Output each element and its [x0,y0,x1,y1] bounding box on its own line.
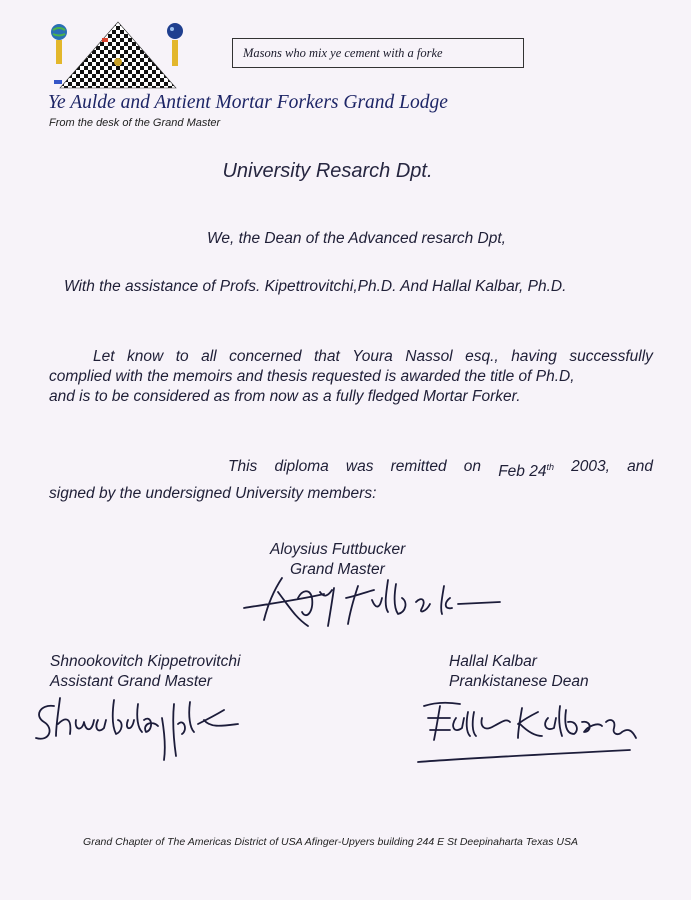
declaration-word: having [511,348,557,365]
motto-text: Masons who mix ye cement with a forke [243,46,443,60]
remittance-day-suffix: th [546,462,554,472]
declaration-word: esq., [465,348,499,365]
dean-block [449,652,589,692]
remittance-word: 2003, [571,458,610,475]
remittance-line-2: signed by the undersigned University members: [49,485,377,503]
remittance-paragraph [49,456,653,505]
declaration-word: concerned [229,348,302,365]
intro-line-2: With the assistance of Profs. Kipettrovitchi,Ph.D. And Hallal Kalbar, Ph.D. [64,278,567,295]
declaration-line-1 [49,347,653,367]
declaration-word: to [175,348,189,365]
footer-address: Grand Chapter of The Americas District of USA Afinger-Upyers building 244 E St Deepinaharta Texas USA [83,836,578,848]
declaration-word: Let [93,348,115,365]
assistant-block [50,652,240,692]
assistant-name: Shnookovitch Kippetrovitchi [50,653,241,670]
dean-name: Hallal Kalbar [449,653,537,670]
declaration-line-2: complied with the memoirs and thesis requested is awarded the title of Ph.D, [49,368,575,385]
grand-master-name: Aloysius Futtbucker [270,541,406,558]
declaration-word: Nassol [405,348,453,365]
grand-master-signature [238,568,518,634]
declaration-paragraph [49,347,653,407]
declaration-word: Youra [352,348,393,365]
grand-master-title: Grand Master [290,561,385,578]
remittance-word: This [228,458,258,475]
motto-box [232,38,524,68]
remittance-date [498,456,554,483]
declaration-word: all [201,348,217,365]
department-title: University Resarch Dpt. [222,160,433,182]
desk-line: From the desk of the Grand Master [49,117,221,129]
lodge-title: Ye Aulde and Antient Mortar Forkers Grand Lodge [48,92,448,113]
dean-title: Prankistanese Dean [449,673,589,690]
remittance-word: and [627,458,653,475]
remittance-line-1 [49,456,653,483]
remittance-month: Feb [498,463,525,481]
remittance-word: was [345,458,374,475]
remittance-day: 24 [529,463,547,481]
remittance-word: on [463,458,482,475]
declaration-line-3: and is to be considered as from now as a fully fledged Mortar Forker. [49,388,521,405]
intro-line-1: We, the Dean of the Advanced resarch Dpt, [207,230,506,247]
declaration-word: successfully [569,348,653,365]
declaration-word: know [127,348,164,365]
assistant-title: Assistant Grand Master [50,673,212,690]
declaration-word: that [313,348,340,365]
lodge-logo [44,18,194,92]
remittance-word: remitted [390,458,447,475]
remittance-word: diploma [274,458,329,475]
dean-signature [410,692,650,772]
assistant-signature [28,690,248,770]
